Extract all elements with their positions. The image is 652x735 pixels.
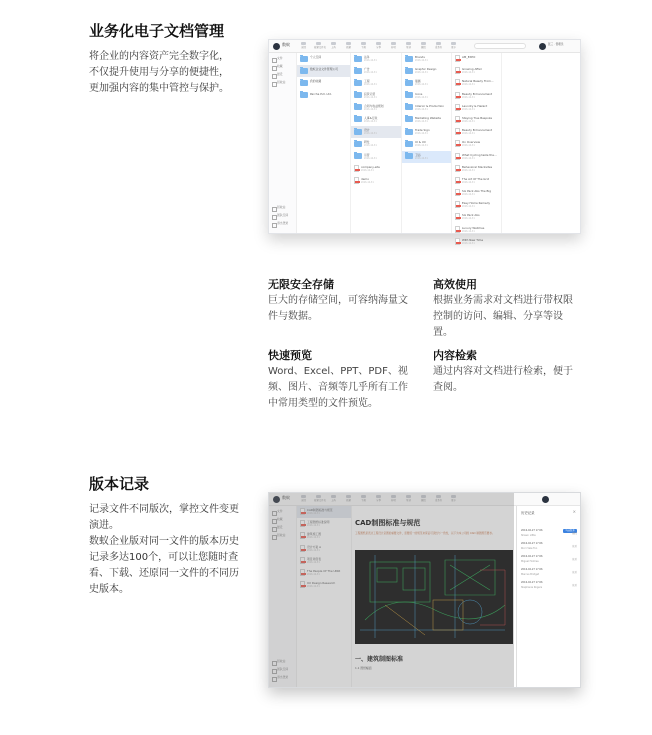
item-name: 工程图纸标准说明 [307,520,330,525]
file-type-stripe [456,181,461,183]
item-name: company-site [361,164,380,169]
sidebar-item[interactable]: 收藏 [269,517,296,525]
file-type-stripe [456,71,461,73]
item-meta: 2016-12-31 [364,71,377,75]
file-type-stripe [456,217,461,219]
folder-row[interactable] [297,53,350,65]
file-icon [455,189,460,196]
item-name: 项目进度表 [307,556,321,561]
folder-row[interactable] [297,65,350,77]
item-meta: 2016-12-31 [462,132,475,136]
folder-icon [405,80,413,86]
toolbar-button-label: 新建文件夹 [314,499,326,502]
doc-section-heading: 一、建筑制图标准 [355,656,404,663]
folder-icon [405,141,413,147]
item-meta: 2016-12-31 [415,107,428,111]
item-name: Icons [415,91,423,96]
history-version-row[interactable] [521,581,577,592]
toolbar-button[interactable] [329,42,338,48]
file-icon [455,79,460,86]
column-design-folders [402,53,452,233]
item-name: AM_EXPO [462,55,476,59]
file-row[interactable] [452,102,501,114]
item-name: Brands [415,55,425,59]
item-name: 工程 [364,79,370,84]
item-name: What Cycling taste the... [462,152,497,157]
feature-title-efficient: 高效使用 [433,278,477,291]
folder-icon [405,153,413,159]
item-name: CAD制图标准与规范 [307,508,333,512]
folder-icon [354,56,362,62]
folder-row[interactable] [402,102,451,114]
sidebar-item[interactable]: 最近 [269,72,296,80]
toolbar-button[interactable] [449,42,458,48]
version-action[interactable]: 恢复 [572,558,577,561]
folder-row[interactable] [402,77,451,89]
toolbar-button-label: 分享 [376,499,381,502]
item-meta: 2016-12-31 [307,585,320,589]
item-meta: 2016-12-31 [364,132,377,136]
column-files [452,53,502,245]
item-name: 设计 [364,128,370,133]
item-meta: 2016-12-31 [462,156,475,160]
item-meta: 2016-12-31 [307,524,320,528]
feature-desc-search: 通过内容对文档进行检索，便于 查阅。 [433,366,573,393]
sidebar-item[interactable]: 回收站 [269,80,296,88]
toolbar-button[interactable] [419,42,428,48]
item-name: 建筑施工图 [307,532,321,537]
folder-row[interactable] [402,151,451,163]
doc-intro: 工程图纸是表达工程设计意图的重要文件，需要统一的规范来保证可读性与一致性，以下为本公司的 CAD 制图规范要求。 [355,532,495,535]
history-version-row[interactable] [521,542,577,553]
toolbar-button-label: 复制 [406,46,411,49]
item-name: Marketing Website [415,115,441,120]
item-name: Behavioral Stacksites [462,164,493,169]
item-meta: 2016-12-31 [415,71,428,75]
file-row[interactable] [452,90,501,102]
item-meta: 2016-12-31 [364,59,377,62]
sidebar-bottom-item[interactable]: 退出登录 [269,675,296,683]
file-type-stripe [456,193,461,195]
toolbar-button-label: 上传 [331,46,336,49]
file-type-stripe [456,59,461,61]
sidebar-bottom-item[interactable]: 回收站 [269,659,296,667]
file-icon [455,140,460,147]
folder-icon [354,141,362,147]
section-description-document-management: 将企业的内容资产完全数字化， 不仅提升使用与分享的便捷性， 更加强内容的集中管控与保护。 [89,51,229,94]
item-name: 运营 [364,152,370,157]
folder-icon [354,80,362,86]
item-meta: 2016-12-31 [364,119,377,123]
item-meta: 2016-12-31 [462,241,475,245]
item-meta: 2016-12-31 [462,229,475,233]
file-row[interactable] [452,187,501,199]
version-action[interactable]: 删除 [572,532,577,535]
item-meta: 2016-12-31 [462,168,475,172]
item-meta: 2016-12-31 [361,180,374,184]
version-history-screenshot [268,492,581,688]
folder-icon [300,56,308,62]
toolbar-button-label: 下载 [361,46,366,49]
file-row[interactable] [452,77,501,89]
history-version-row[interactable] [521,529,577,540]
item-name: 设计方案 A [307,544,321,549]
item-name: Easy Home Remedy [462,201,491,206]
item-name: Luxury Watches [462,225,485,230]
toolbar-button-label: 更多 [451,499,456,502]
item-meta: 2016-12-31 [415,144,428,148]
file-row[interactable] [452,211,501,223]
version-action[interactable]: 恢复 [572,571,577,574]
folder-icon [300,92,308,98]
folder-row[interactable] [351,151,401,163]
toolbar-button[interactable] [344,42,353,48]
folder-row[interactable] [402,53,451,65]
history-panel [516,506,580,687]
version-user: Stephanie Rogers [521,586,543,589]
folder-icon [405,56,413,62]
folder-row[interactable] [351,77,401,89]
avatar[interactable] [539,43,546,50]
folder-row[interactable] [297,77,350,89]
file-type-stripe [456,96,461,98]
file-row[interactable] [452,126,501,138]
version-user: Shawn Little [521,534,536,537]
overlay-mask[interactable] [269,493,514,687]
toolbar-button-label: 复制 [406,499,411,502]
file-row[interactable] [452,151,501,163]
history-version-row[interactable] [521,555,577,566]
file-row[interactable] [452,138,501,150]
app-brand: 数蚁 [282,42,290,47]
item-meta: 2016-12-31 [415,95,428,99]
file-type-stripe [456,120,461,122]
file-icon [455,128,460,135]
file-type-stripe [355,169,360,171]
file-icon [455,213,460,220]
item-name: Trade Sign [415,128,430,133]
item-name: 我的收藏 [310,79,322,84]
folder-row[interactable] [351,138,401,150]
item-name: 投资运营 [364,91,376,96]
folder-icon [405,92,413,98]
folder-icon [405,68,413,74]
history-panel-title: 历史记录 [521,511,535,515]
sidebar-item[interactable]: 收藏 [269,64,296,72]
toolbar-button-label: 重命名 [434,499,443,502]
item-name: Staying True Bespoke [462,115,493,120]
file-row[interactable] [452,199,501,211]
folder-row[interactable] [402,138,451,150]
version-user: Marcus Bridget [521,573,540,576]
item-name: 数蚁企业文件管理公司 [310,67,338,72]
sidebar [269,53,297,233]
file-row[interactable] [452,175,501,187]
item-meta: 2016-12-31 [364,107,377,111]
item-meta: 2016-12-31 [361,168,374,172]
item-name: Six Pack Abs The Big [462,189,492,194]
item-name: The People Of The UNIX [307,568,341,573]
item-meta: 2016-12-31 [415,83,428,87]
file-icon [455,67,460,74]
toolbar-button[interactable] [359,42,368,48]
toolbar-button[interactable] [299,42,308,48]
folder-row[interactable] [351,65,401,77]
item-meta: 2016-12-31 [462,83,475,87]
item-meta: 2016-12-31 [307,512,320,515]
file-icon [455,104,460,111]
column-spaces [297,53,351,233]
item-name: demo [361,176,369,181]
version-date: 2016-02-27 17:06 [521,529,543,532]
item-meta: 2016-12-31 [462,144,475,148]
version-user: Miguel Holmes [521,560,539,563]
user-name: 张三 · 管理员 [548,43,564,46]
file-type-stripe [456,144,461,146]
app-toolbar [269,40,580,53]
folder-row[interactable] [351,90,401,102]
history-version-row[interactable] [521,568,577,579]
file-row[interactable] [452,53,501,65]
item-meta: 2016-12-31 [415,59,428,62]
toolbar-button-label: 新建文件夹 [314,46,326,49]
file-icon [354,165,359,172]
item-meta: 2016-12-31 [364,156,377,160]
file-type-stripe [456,83,461,85]
file-type-stripe [456,230,461,232]
avatar[interactable] [542,496,549,503]
item-meta: 2016-12-31 [462,107,475,111]
item-name: Beauty Enhancement [462,128,493,133]
folder-row[interactable] [351,114,401,126]
file-icon [455,238,460,245]
toolbar-button-label: 上传 [331,499,336,502]
toolbar-button-label: 新建 [346,46,351,49]
item-meta: 2016-12-31 [364,83,377,87]
file-icon [455,226,460,233]
file-icon [455,201,460,208]
item-meta: 2016-12-31 [462,95,475,99]
file-icon [455,116,460,123]
close-icon[interactable]: × [572,509,576,514]
item-meta: 2016-12-31 [462,180,475,184]
item-name: Six Pack Abs [462,213,480,218]
version-date: 2016-02-27 17:06 [521,542,543,545]
item-name: 广告 [364,67,370,72]
toolbar-button-label: 返回 [301,46,306,49]
file-type-stripe [456,242,461,244]
file-type-stripe [456,108,461,110]
folder-icon [354,129,362,135]
item-name: UX Design Research [307,581,336,586]
folder-icon [300,68,308,74]
item-name: With New Time [462,237,484,242]
version-date: 2016-02-27 17:06 [521,555,543,558]
item-name: 法务 [364,55,370,59]
item-name: Interior & Production [415,103,445,108]
toolbar-button-label: 删除 [421,499,426,502]
version-date: 2016-02-27 17:06 [521,568,543,571]
item-meta: 2016-12-31 [415,156,428,160]
toolbar-button[interactable] [389,42,398,48]
search-input[interactable] [474,43,526,49]
item-name: On Overview [462,140,481,145]
item-meta: 2016-12-31 [364,95,377,99]
toolbar-button[interactable] [404,42,413,48]
toolbar-button-label: 移动 [391,46,396,49]
feature-desc-preview: Word、Excel、PPT、PDF、视 频、图片、音频等几乎所有工作 中常用类型的文件预览。 [268,366,408,409]
sidebar-item[interactable]: 文件 [269,509,296,517]
file-type-stripe [456,205,461,207]
item-meta: 2016-12-31 [307,560,320,564]
folder-row[interactable] [351,126,401,138]
item-name: Beauty Enhancement [462,91,493,96]
sidebar-bottom-item[interactable]: 退出登录 [269,221,296,229]
item-meta: 2016-12-31 [462,193,475,197]
item-name: 研发 [364,140,370,145]
item-name: 合同与收益规划 [364,103,384,108]
sidebar-item[interactable]: 最近 [269,525,296,533]
file-icon [455,177,460,184]
version-date: 2016-02-27 17:06 [521,581,543,584]
item-meta: 2016-12-31 [415,132,428,136]
item-meta: 2016-12-31 [307,548,320,552]
feature-desc-storage: 巨大的存储空间，可容纳海量文 件与数据。 [268,295,408,322]
item-meta: 2016-12-31 [415,119,428,123]
app-brand: 数蚁 [282,495,290,500]
file-row[interactable] [452,224,501,236]
file-row[interactable] [452,236,501,248]
folder-row[interactable] [351,175,401,187]
feature-title-storage: 无限安全存储 [268,278,334,291]
file-icon [455,92,460,99]
toolbar-button-label: 更多 [451,46,456,49]
folder-icon [354,153,362,159]
file-type-stripe [456,157,461,159]
toolbar-button-label: 重命名 [434,46,443,49]
doc-subheading: 1.1 图纸幅面 [355,666,372,670]
toolbar-button-label: 删除 [421,46,426,49]
toolbar-button-label: 新建 [346,499,351,502]
toolbar-button-label: 移动 [391,499,396,502]
folder-icon [354,116,362,122]
item-meta: 2016-12-31 [307,572,320,576]
folder-row[interactable] [402,114,451,126]
folder-row[interactable] [351,163,401,175]
folder-row[interactable] [297,90,350,102]
sidebar-bottom-item[interactable]: 团队空间 [269,667,296,675]
item-name: 插画 [415,79,421,84]
folder-row[interactable] [402,126,451,138]
folder-row[interactable] [351,102,401,114]
column-departments [351,53,402,233]
item-meta: 2016-12-31 [462,119,475,123]
folder-icon [354,104,362,110]
file-type-stripe [456,132,461,134]
folder-icon [354,92,362,98]
toolbar-button-label: 下载 [361,499,366,502]
file-icon [354,177,359,184]
folder-row[interactable] [402,90,451,102]
folder-row[interactable] [351,53,401,65]
folder-icon [405,129,413,135]
item-meta: 2016-12-31 [364,144,377,148]
item-meta: 2016-12-31 [462,71,475,75]
folder-icon [405,104,413,110]
item-name: Parcha Pvt. Ltd. [310,91,332,96]
file-type-stripe [456,169,461,171]
item-name: Growing Affair [462,67,482,72]
sidebar-item[interactable]: 回收站 [269,533,296,541]
folder-icon [405,116,413,122]
file-icon [455,165,460,172]
feature-title-preview: 快速预览 [268,349,312,362]
file-icon [455,153,460,160]
version-action[interactable]: 恢复 [572,584,577,587]
item-name: Laundry & Hazard [462,103,488,108]
toolbar-button-label: 分享 [376,46,381,49]
version-action[interactable]: 恢复 [572,545,577,548]
item-name: Natural Beauty From... [462,79,494,84]
sidebar-item[interactable]: 文件 [269,56,296,64]
section-description-version-history: 记录文件不同版次，掌控文件变更 演进。 数蚁企业版对同一文件的版本历史 记录多达100个，可以让您随时查 看、下载、还原同一文件的不同历 史版本。 [89,504,239,595]
sidebar-bottom-item[interactable]: 团队空间 [269,213,296,221]
toolbar-button[interactable] [374,42,383,48]
folder-icon [300,80,308,86]
section-title-version-history: 版本记录 [89,475,150,493]
item-name: 卫浴 [415,152,421,157]
item-meta: 2016-12-31 [307,536,320,540]
section-title-document-management: 业务化电子文档管理 [89,22,225,40]
file-icon [455,55,460,62]
file-row[interactable] [452,114,501,126]
current-version-badge: 当前版本 [563,529,577,533]
version-user: Ricci Vale Ton [521,547,538,550]
feature-title-search: 内容检索 [433,349,477,362]
folder-row[interactable] [402,65,451,77]
doc-title: CAD制图标准与规范 [355,519,421,527]
item-meta: 2016-12-31 [462,205,475,209]
toolbar-button[interactable] [434,42,443,48]
item-name: 个人空间 [310,55,322,59]
file-row[interactable] [452,65,501,77]
item-name: Graphic Design [415,67,437,72]
app-logo-icon [273,43,280,50]
item-name: 人事&行政 [364,115,378,120]
toolbar-button[interactable] [314,42,326,49]
sidebar-bottom-item[interactable]: 回收站 [269,205,296,213]
feature-desc-efficient: 根据业务需求对文档进行带权限 控制的访问、编辑、分享等设 置。 [433,295,573,338]
file-manager-screenshot [268,39,581,245]
toolbar-button-label: 返回 [301,499,306,502]
item-name: The Art Of The Grid [462,176,490,181]
folder-icon [354,68,362,74]
item-meta: 2016-12-31 [462,217,475,221]
file-type-stripe [355,181,360,183]
file-row[interactable] [452,163,501,175]
item-name: UI & UX [415,140,426,145]
